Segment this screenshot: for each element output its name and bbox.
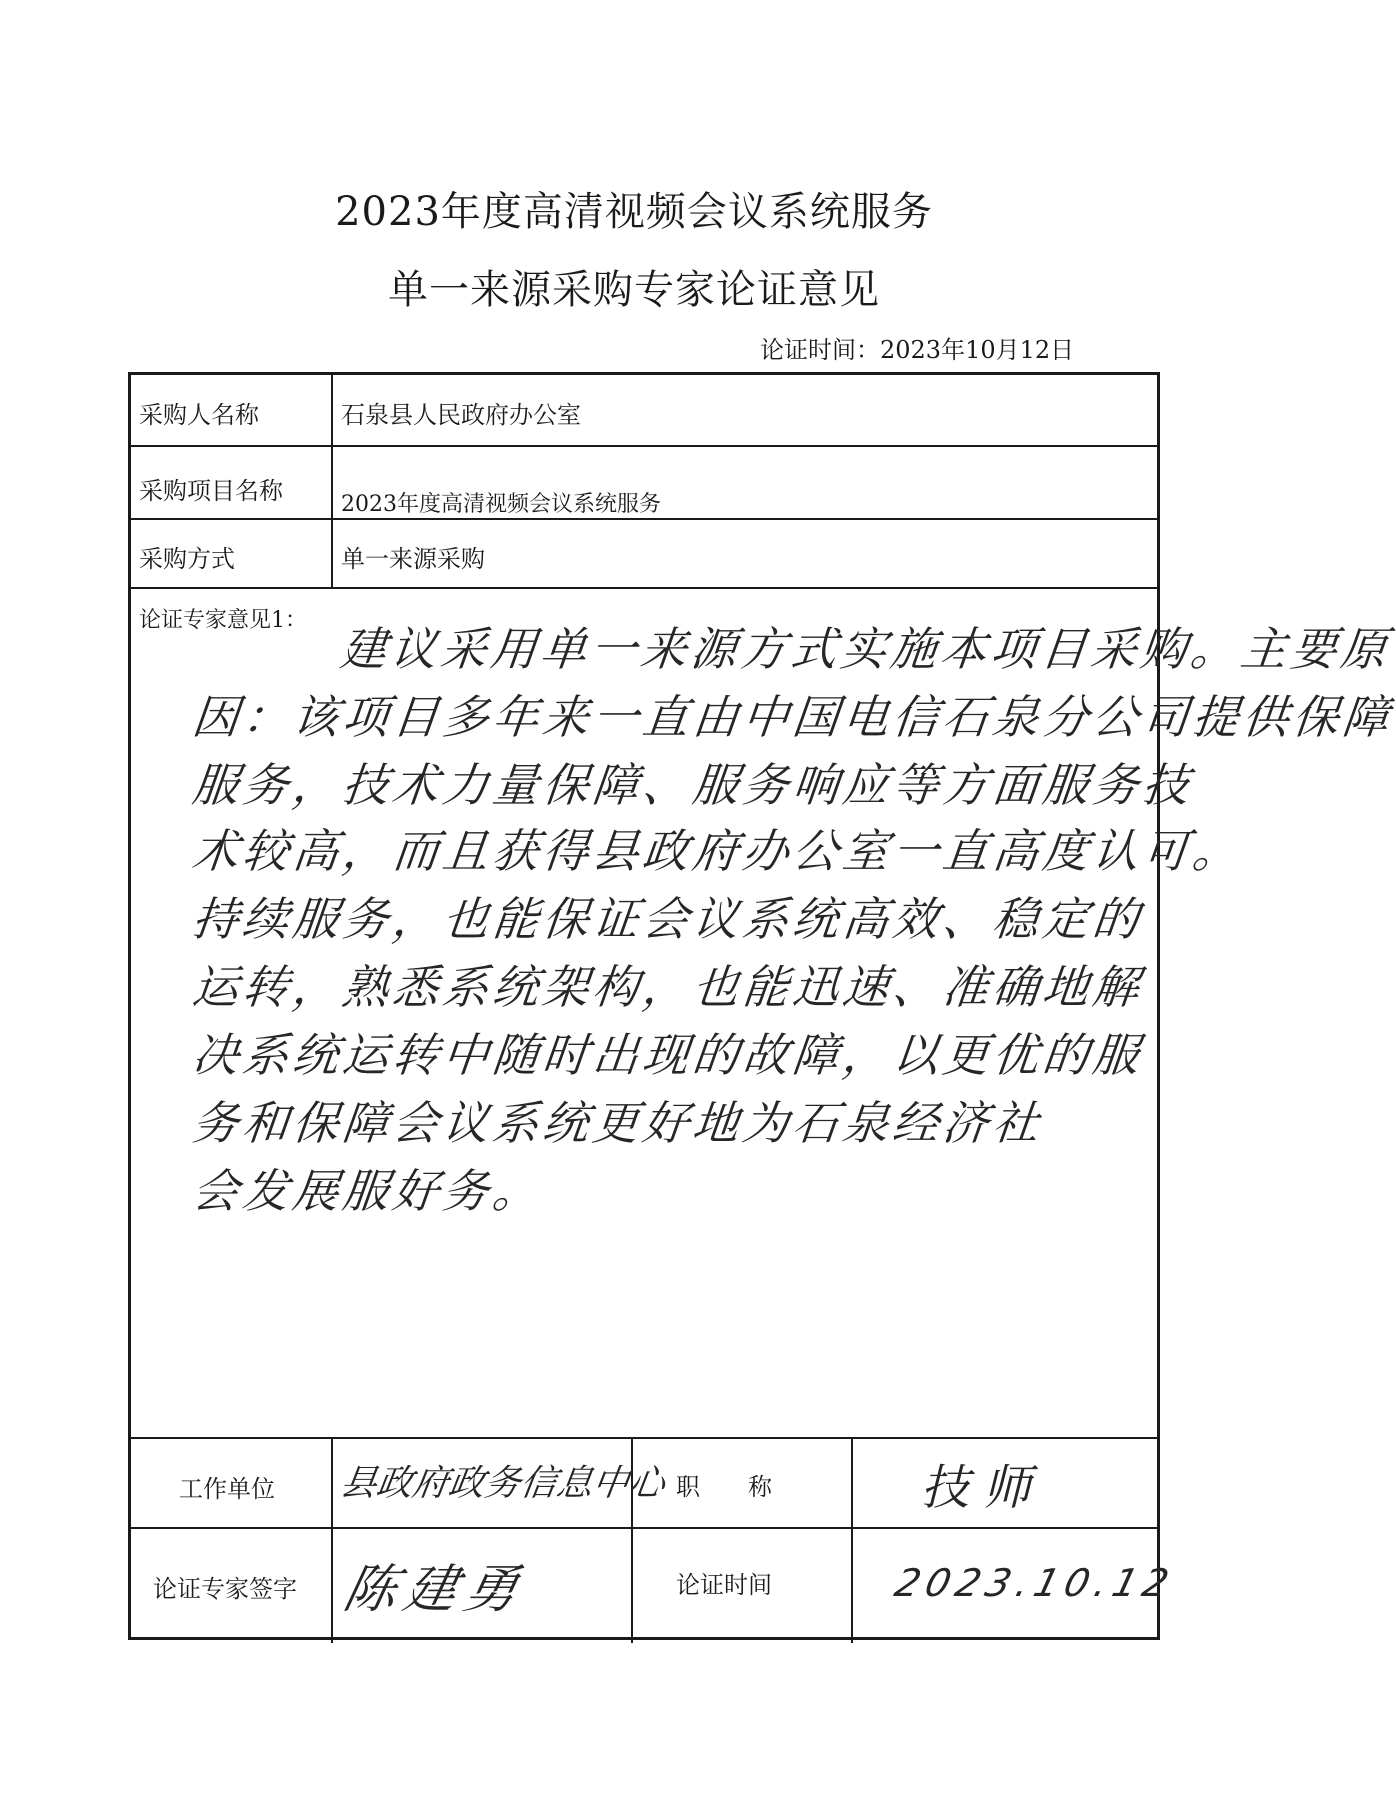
job-title-value: 技师 [921,1460,1046,1516]
opinion-line: 建议采用单一来源方式实施本项目采购。主要原 [337,622,1394,676]
opinion-form [128,372,1396,1640]
signing-date-label: 论证时间 [676,1571,772,1599]
project-name-label: 采购项目名称 [139,477,283,505]
procurement-method-value: 单一来源采购 [341,545,485,573]
opinion-line: 持续服务，也能保证会议系统高效、稳定的 [189,892,1146,946]
row-divider [131,518,1157,520]
opinion-line: 会发展服好务。 [189,1164,546,1218]
signing-date-value: 2023.10.12 [890,1561,1180,1605]
date-value: 2023年10月12日 [880,336,1075,364]
opinion-line: 务和保障会议系统更好地为石泉经济社 [189,1096,1046,1150]
column-divider [331,375,333,587]
opinion-line: 服务，技术力量保障、服务响应等方面服务技 [189,758,1196,812]
column-divider [851,1437,853,1643]
purchaser-name-value: 石泉县人民政府办公室 [341,401,581,429]
document-date [760,330,1120,365]
row-divider [131,1437,1157,1439]
purchaser-name-label: 采购人名称 [139,401,259,429]
project-name-value: 2023年度高清视频会议系统服务 [341,492,661,517]
date-label: 论证时间： [760,336,880,364]
row-divider [131,1527,1157,1529]
work-unit-value: 县政府政务信息中心 [337,1463,668,1504]
expert-signature: 陈建勇 [338,1560,532,1620]
work-unit-label: 工作单位 [179,1475,275,1503]
opinion-line: 因：该项目多年来一直由中国电信石泉分公司提供保障 [189,690,1396,744]
expert-signature-label: 论证专家签字 [153,1575,297,1603]
expert-opinion-label: 论证专家意见1： [139,608,307,633]
opinion-line: 决系统运转中随时出现的故障，以更优的服 [189,1028,1146,1082]
column-divider [331,1437,333,1643]
document-title-line1: 2023年度高清视频会议系统服务 [335,189,933,235]
row-divider [131,445,1157,447]
document-title-line2: 单一来源采购专家论证意见 [388,267,880,313]
opinion-line: 运转，熟悉系统架构，也能迅速、准确地解 [189,960,1146,1014]
opinion-line: 术较高，而且获得县政府办公室一直高度认可。 [189,824,1246,878]
procurement-method-label: 采购方式 [139,545,235,573]
row-divider [131,587,1157,589]
job-title-label: 职 称 [676,1473,772,1501]
